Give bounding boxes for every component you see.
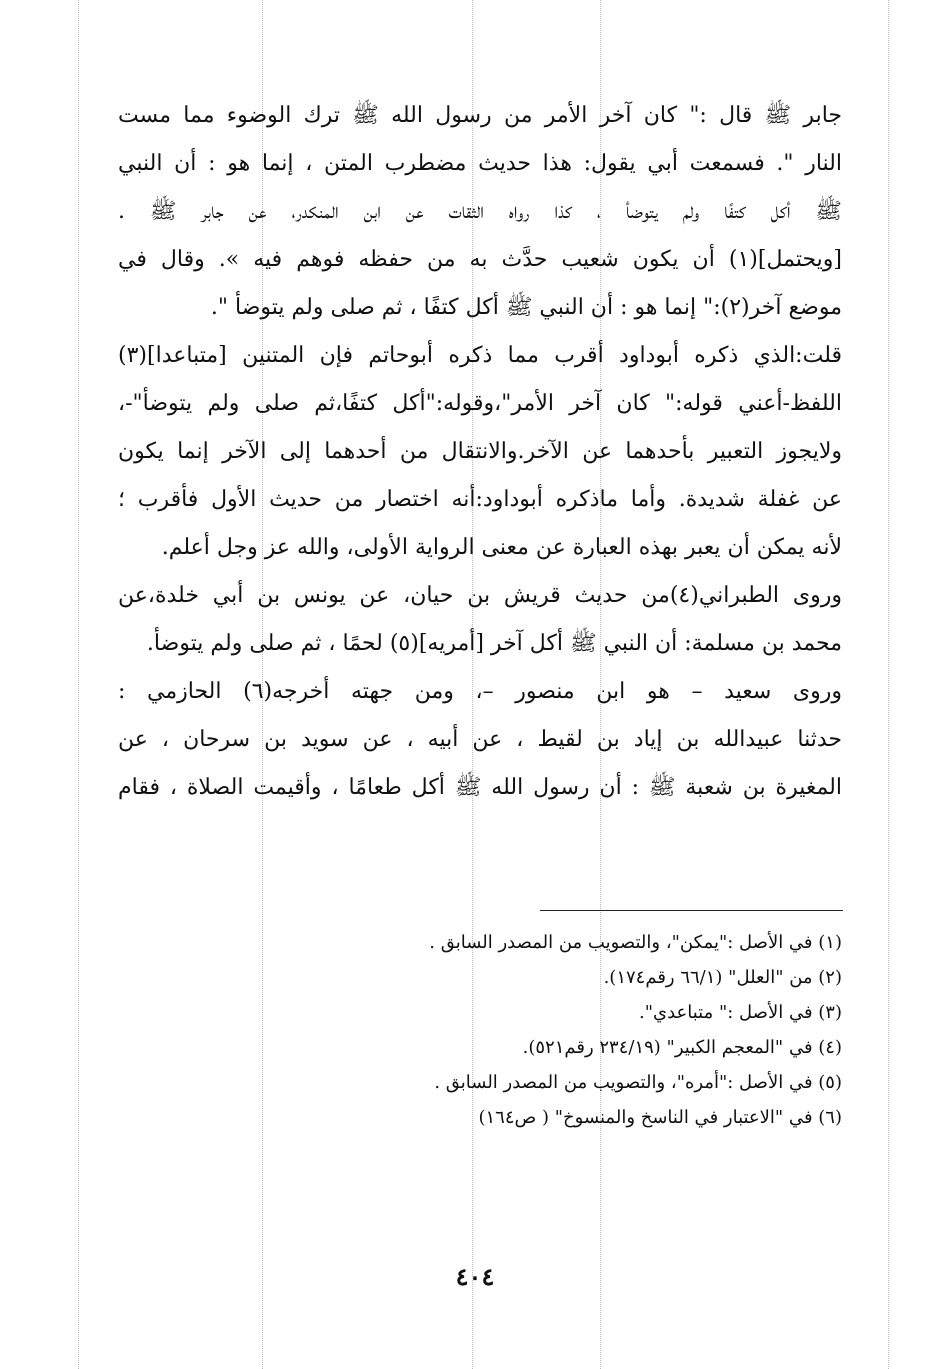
page-number: ٤٠٤ (455, 1262, 495, 1291)
footnote: (٣) في الأصل :" متباعدي". (638, 1002, 842, 1023)
footnote-separator (540, 910, 843, 911)
text-line: عن غفلة شديدة. وأما ماذكره أبوداود:أنه اختصار من حديث الأول فأقرب ؛ (118, 487, 842, 512)
footnote: (٤) في "المعجم الكبير" (٢٣٤/١٩ رقم٥٢١). (522, 1037, 842, 1058)
text-line: لأنه يمكن أن يعبر بهذه العبارة عن معنى الرواية الأولى، والله عز وجل أعلم. (161, 535, 842, 560)
text-line: اللفظ-أعني قوله:" كان آخر الأمر"،وقوله:"أكل كتفًا،ثم صلى ولم يتوضأ"-، (118, 391, 842, 416)
footnotes (300, 925, 842, 1135)
text-line: وروى الطبراني(٤)من حديث قريش بن حيان، عن يونس بن أبي خلدة،عن (118, 583, 842, 608)
text-line: جابر ﷺ قال :" كان آخر الأمر من رسول الله ﷺ ترك الوضوء مما مست (118, 103, 842, 128)
text-line: موضع آخر(٢):" إنما هو : أن النبي ﷺ أكل كتفًا ، ثم صلى ولم يتوضأ ". (210, 295, 842, 320)
scan-dotted-line (78, 0, 79, 1369)
text-line: ولايجوز التعبير بأحدهما عن الآخر.والانتقال من أحدهما إلى الآخر إنما يكون (118, 439, 842, 464)
text-line: قلت:الذي ذكره أبوداود أقرب مما ذكره أبوحاتم فإن المتنين [متباعدا](٣) (118, 343, 842, 368)
footnote: (٦) في "الاعتبار في الناسخ والمنسوخ" ( ص١٦٤) (478, 1107, 842, 1128)
text-line: [ويحتمل](١) أن يكون شعيب حدَّث به من حفظه فوهم فيه ». وقال في (118, 247, 842, 272)
footnote: (١) في الأصل :"يمكن"، والتصويب من المصدر السابق . (429, 932, 842, 953)
text-line: المغيرة بن شعبة ﷺ : أن رسول الله ﷺ أكل طعامًا ، وأقيمت الصلاة ، فقام (118, 775, 842, 800)
text-line: ﷺ أكل كتفًا ولم يتوضأ ، كذا رواه الثقات عن ابن المنكدر، عن جابر ﷺ . (118, 199, 842, 224)
text-line: وروى سعيد – هو ابن منصور –، ومن جهته أخرجه(٦) الحازمي : (118, 679, 842, 704)
footnote: (٥) في الأصل :"أمره"، والتصويب من المصدر السابق . (434, 1072, 842, 1093)
main-text (118, 92, 842, 812)
text-line: النار ". فسمعت أبي يقول: هذا حديث مضطرب المتن ، إنما هو : أن النبي (118, 151, 842, 176)
text-line: محمد بن مسلمة: أن النبي ﷺ أكل آخر [أمريه](٥) لحمًا ، ثم صلى ولم يتوضأ. (146, 631, 842, 656)
scan-dotted-line (888, 0, 889, 1369)
footnote: (٢) من "العلل" (٦٦/١ رقم١٧٤). (603, 967, 842, 988)
text-line: حدثنا عبيدالله بن إياد بن لقيط ، عن أبيه ، عن سويد بن سرحان ، عن (118, 727, 842, 752)
